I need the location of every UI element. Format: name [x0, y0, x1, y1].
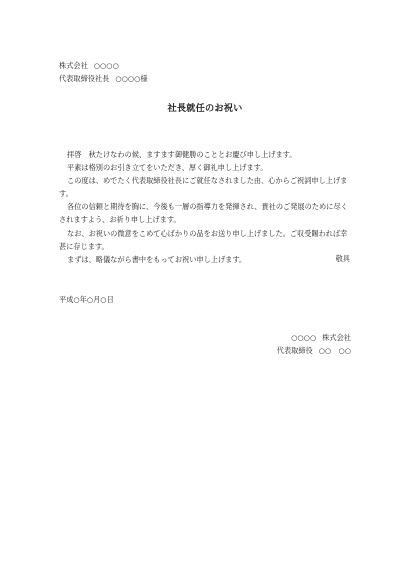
recipient-person-line [59, 75, 148, 88]
body-paragraph: 拝啓 秋たけなわの候、ますます御健勝のこととお慶び申し上げます。 [67, 150, 297, 159]
sender-company-suffix: 株式会社 [322, 333, 351, 342]
recipient-position: 代表取締役社長 [59, 74, 110, 83]
body-paragraph: なお、お祝いの微意をこめて心ばかりの品をお送り申し上げました。ご収受賜われば幸甚に存じます。 [59, 228, 348, 251]
letter-date: 平成○年○月○日 [59, 295, 114, 304]
body-paragraph: 各位の信頼と期待を胸に、今後も一層の指導力を発揮され、貴社のご発展のために尽くされますよう、お祈り申し上げます。 [59, 202, 348, 225]
sender-person: ○○ ○○ [318, 346, 351, 355]
sender-position: 代表取締役 [276, 346, 313, 355]
body-paragraph: 平素は格別のお引き立てをいただき、厚く御礼申し上げます。 [67, 163, 268, 173]
body-paragraph: まずは、略儀ながら書中をもってお祝い申し上げます。 [67, 254, 247, 264]
recipient-person: ○○○○様 [115, 74, 148, 83]
recipient-block [59, 62, 148, 88]
sender-person-line [277, 347, 351, 360]
sender-company-name: ○○○○ [291, 333, 317, 342]
recipient-company-prefix: 株式会社 [59, 61, 88, 70]
closing-keigu: 敬具 [335, 254, 350, 263]
recipient-company-name: ○○○○ [93, 61, 119, 70]
letter-body [59, 148, 351, 266]
body-paragraph: この度は、めでたく代表取締役社長にご就任なされました由、心からご祝詞申し上げます。 [59, 176, 348, 199]
letter-title: 社長就任のお祝い [167, 103, 243, 114]
sender-block [277, 334, 351, 360]
